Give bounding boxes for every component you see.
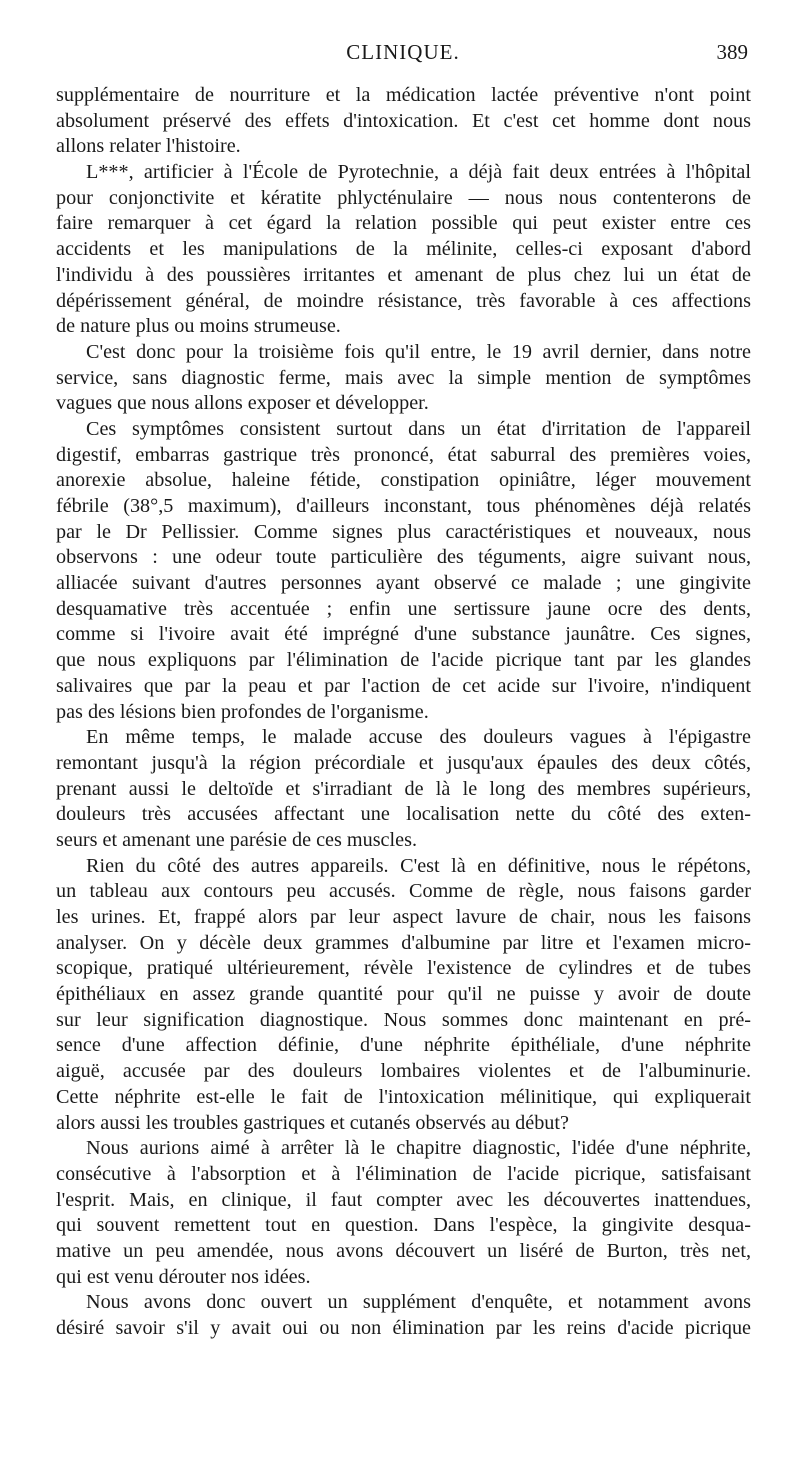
text-line: l'esprit. Mais, en clinique, il faut compter avec les découvertes inattendues, <box>56 1188 751 1211</box>
text-line: seurs et amenant une parésie de ces muscles. <box>56 828 417 851</box>
text-line: C'est donc pour la troisième fois qu'il entre, le 19 avril dernier, dans notre <box>86 340 751 363</box>
text-line: épithéliaux en assez grande quantité pour qu'il ne puisse y avoir de doute <box>56 983 751 1006</box>
text-line: pour conjonctivite et kératite phlycténulaire — nous nous contenterons de <box>56 186 751 209</box>
text-line: alors aussi les troubles gastriques et cutanés observés au début? <box>56 1111 569 1134</box>
text-line: les urines. Et, frappé alors par leur aspect lavure de chair, nous les faisons <box>56 906 751 928</box>
page-number: 389 <box>716 40 748 64</box>
text-line: service, sans diagnostic ferme, mais avec la simple mention de symptômes <box>56 366 751 389</box>
text-line: Cette néphrite est-elle le fait de l'intoxication mélinitique, qui expliquerait <box>56 1085 751 1108</box>
body-text <box>56 83 751 1342</box>
text-line: de nature plus ou moins strumeuse. <box>56 315 341 338</box>
text-line: aiguë, accusée par des douleurs lombaires violentes et de l'albuminurie. <box>56 1060 751 1083</box>
text-line: vagues que nous allons exposer et développer. <box>56 392 429 415</box>
text-line: désiré savoir s'il y avait oui ou non élimination par les reins d'acide picrique <box>56 1317 751 1339</box>
paragraph <box>56 417 751 725</box>
text-line: prenant aussi le deltoïde et s'irradiant de là le long des membres supérieurs, <box>56 777 751 800</box>
text-line: l'individu à des poussières irritantes et amenant de plus chez lui un état de <box>56 263 751 286</box>
text-line: alliacée suivant d'autres personnes ayant observé ce malade ; une gingivite <box>56 572 751 595</box>
text-line: comme si l'ivoire avait été imprégné d'une substance jaunâtre. Ces signes, <box>56 623 751 646</box>
paragraph <box>56 83 751 160</box>
paragraph <box>56 340 751 417</box>
text-line: fébrile (38°,5 maximum), d'ailleurs inconstant, tous phénomènes déjà relatés <box>56 495 751 517</box>
text-line: douleurs très accusées affectant une localisation nette du côté des exten- <box>56 803 751 826</box>
text-line: sur leur signification diagnostique. Nous sommes donc maintenant en pré- <box>56 1008 751 1031</box>
text-line: par le Dr Pellissier. Comme signes plus caractéristiques et nouveaux, nous <box>56 520 751 543</box>
text-line: observons : une odeur toute particulière des téguments, aigre suivant nous, <box>56 546 751 569</box>
text-line: Nous avons donc ouvert un supplément d'enquête, et notamment avons <box>86 1291 751 1314</box>
text-line: anorexie absolue, haleine fétide, constipation opiniâtre, léger mouvement <box>56 469 751 492</box>
running-title: CLINIQUE. <box>346 40 460 64</box>
text-line: qui souvent remettent tout en question. Dans l'espèce, la gingivite desqua- <box>56 1214 751 1237</box>
text-line: Nous aurions aimé à arrêter là le chapitre diagnostic, l'idée d'une néphrite, <box>86 1137 751 1160</box>
text-line: un tableau aux contours peu accusés. Comme de règle, nous faisons garder <box>56 880 751 903</box>
paragraph <box>56 160 751 340</box>
text-line: dépérissement général, de moindre résistance, très favorable à ces affections <box>56 289 751 312</box>
text-line: que nous expliquons par l'élimination de l'acide picrique tant par les glandes <box>56 649 751 672</box>
text-line: analyser. On y décèle deux grammes d'albumine par litre et l'examen micro- <box>56 931 751 954</box>
text-line: absolument préservé des effets d'intoxication. Et c'est cet homme dont nous <box>56 109 751 132</box>
text-line: desquamative très accentuée ; enfin une sertissure jaune ocre des dents, <box>56 597 751 620</box>
text-line: allons relater l'histoire. <box>56 135 241 158</box>
text-line: scopique, pratiqué ultérieurement, révèle l'existence de cylindres et de tubes <box>56 957 751 980</box>
text-line: sence d'une affection définie, d'une néphrite épithéliale, d'une néphrite <box>56 1034 751 1057</box>
paragraph <box>56 1136 751 1290</box>
paragraph <box>56 725 751 853</box>
text-line: accidents et les manipulations de la mélinite, celles-ci exposant d'abord <box>56 238 751 261</box>
text-line: salivaires que par la peau et par l'action de cet acide sur l'ivoire, n'indiquent <box>56 674 751 697</box>
text-line: consécutive à l'absorption et à l'élimination de l'acide picrique, satisfaisant <box>56 1162 751 1185</box>
paragraph <box>56 1290 751 1341</box>
running-head <box>58 40 748 70</box>
text-line: En même temps, le malade accuse des douleurs vagues à l'épigastre <box>86 726 751 749</box>
text-line: qui est venu dérouter nos idées. <box>56 1265 311 1288</box>
text-line: Rien du côté des autres appareils. C'est là en définitive, nous le répétons, <box>86 854 751 877</box>
text-line: faire remarquer à cet égard la relation possible qui peut exister entre ces <box>56 212 751 235</box>
text-line: supplémentaire de nourriture et la médication lactée préventive n'ont point <box>56 84 751 106</box>
text-line: digestif, embarras gastrique très prononcé, état saburral des premières voies, <box>56 443 751 466</box>
text-line: Ces symptômes consistent surtout dans un état d'irritation de l'appareil <box>86 417 751 440</box>
text-line: remontant jusqu'à la région précordiale et jusqu'aux épaules des deux côtés, <box>56 751 751 774</box>
text-line: mative un peu amendée, nous avons découvert un liséré de Burton, très net, <box>56 1239 751 1262</box>
text-line: pas des lésions bien profondes de l'organisme. <box>56 700 429 723</box>
text-line: L***, artificier à l'École de Pyrotechnie, a déjà fait deux entrées à l'hôpital <box>86 161 751 184</box>
paragraph <box>56 854 751 1137</box>
